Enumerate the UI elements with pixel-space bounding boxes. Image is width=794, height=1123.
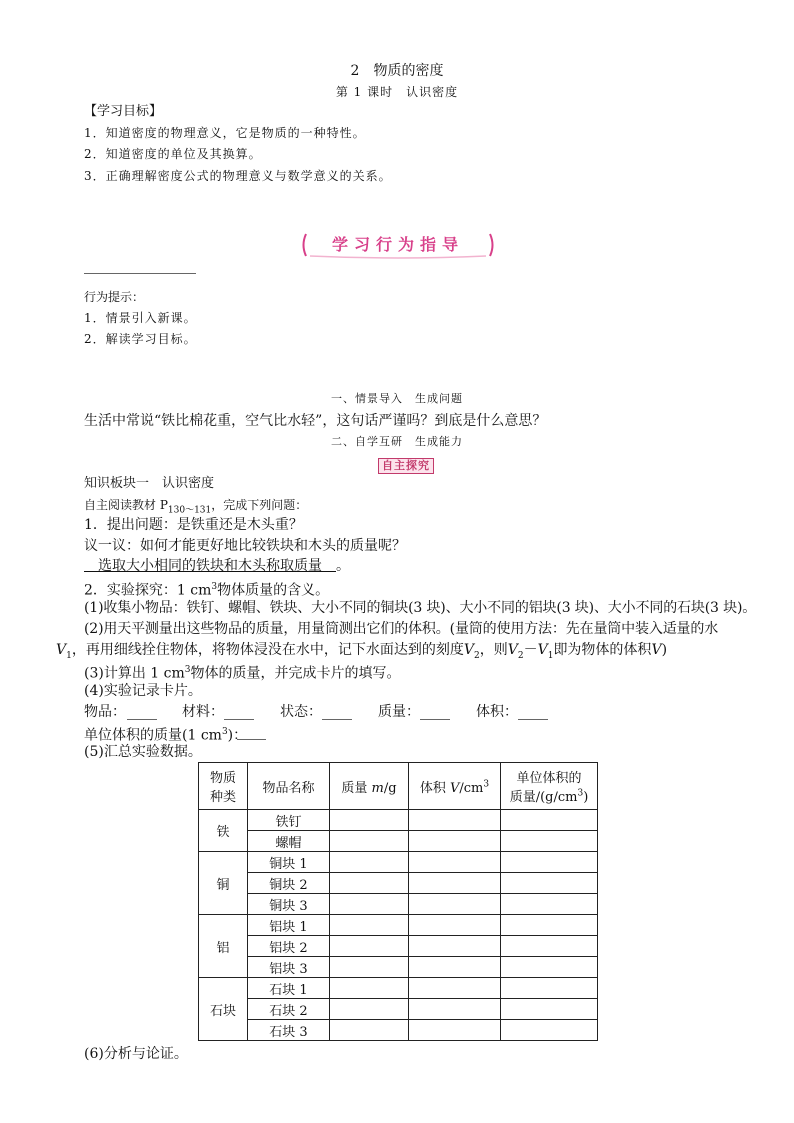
header-volume-text: 体积: [419, 780, 450, 796]
item-name-cell: 螺帽: [248, 831, 330, 852]
objective-item: 1．知道密度的物理意义，它是物质的一种特性。: [84, 126, 366, 140]
unit-mass-cell[interactable]: [501, 1020, 598, 1041]
step-3-text: (3)计算出 1 cm: [84, 665, 185, 682]
unit-mass-cell[interactable]: [501, 915, 598, 936]
subscript: 2: [517, 650, 524, 661]
mass-cell[interactable]: [330, 915, 409, 936]
objective-item: 3．正确理解密度公式的物理意义与数学意义的关系。: [84, 169, 392, 183]
kind-cell: 铁: [199, 810, 248, 852]
mass-cell[interactable]: [330, 852, 409, 873]
step-2-text: ，再用细线拴住物体，将物体浸没在水中，记下水面达到的刻度: [71, 642, 464, 658]
kind-cell: 铝: [199, 915, 248, 978]
subscript: 1: [547, 650, 554, 661]
unit-mass-cell[interactable]: [501, 957, 598, 978]
step-1: (1)收集小物品：铁钉、螺帽、铁块、大小不同的铜块(3 块)、大小不同的铝块(3 块)、大小不同的石块(3 块)。: [84, 600, 757, 616]
volume-cell[interactable]: [409, 936, 501, 957]
volume-cell[interactable]: [409, 978, 501, 999]
answer-text: 选取大小相同的铁块和木头称取质量: [84, 558, 336, 574]
volume-cell[interactable]: [409, 894, 501, 915]
volume-cell[interactable]: [409, 957, 501, 978]
symbol-v: V: [450, 780, 460, 796]
symbol-v: V: [537, 642, 548, 658]
header-name: 物品名称: [248, 763, 330, 810]
unit-mass-cell[interactable]: [501, 873, 598, 894]
card-item-label: 物品：: [84, 704, 126, 720]
volume-cell[interactable]: [409, 873, 501, 894]
card-volume-label: 体积：: [476, 704, 518, 720]
unit-mass-cell[interactable]: [501, 810, 598, 831]
header-unit-mass: [501, 763, 598, 810]
mass-cell[interactable]: [330, 873, 409, 894]
header-unit-mass-text: ): [583, 790, 589, 805]
subscript: 2: [473, 650, 480, 661]
q2-text: 物体质量的含义。: [217, 582, 330, 599]
instruction-pages: 130～131: [167, 505, 212, 516]
cube-superscript: 3: [221, 727, 228, 737]
unit-mass-text: 单位体积的质量(1 cm: [84, 727, 222, 744]
step-6: (6)分析与论证。: [84, 1046, 188, 1062]
item-name-cell: 铜块 1: [248, 852, 330, 873]
unit-mass-text: )：: [227, 727, 248, 744]
behavior-guide-banner: [300, 231, 496, 259]
mass-cell[interactable]: [330, 936, 409, 957]
hints-heading: 行为提示：: [84, 290, 145, 304]
step-2: (2)用天平测量出这些物品的质量，用量筒测出它们的体积。(量筒的使用方法：先在量筒中装入适量的水: [84, 621, 719, 637]
table-row: [199, 852, 598, 873]
item-name-cell: 铜块 2: [248, 873, 330, 894]
card-mass-blank[interactable]: [420, 719, 450, 720]
item-name-cell: 石块 1: [248, 978, 330, 999]
mass-cell[interactable]: [330, 831, 409, 852]
card-material-blank[interactable]: [224, 719, 254, 720]
header-volume: [409, 763, 501, 810]
table-row: [199, 873, 598, 894]
header-kind-line: 种类: [209, 790, 236, 805]
discussion-prompt: 议一议：如何才能更好地比较铁块和木头的质量呢？: [84, 538, 406, 554]
item-name-cell: 铝块 1: [248, 915, 330, 936]
table-header-row: [199, 763, 598, 810]
instruction-text: 自主阅读教材 P: [84, 498, 168, 512]
symbol-v: V: [651, 642, 662, 658]
discussion-answer: [84, 557, 350, 576]
table-row: [199, 1020, 598, 1041]
lesson-subtitle: 第 1 课时 认识密度: [335, 85, 459, 99]
item-name-cell: 铜块 3: [248, 894, 330, 915]
table-row: [199, 978, 598, 999]
section2-heading: 二、自学互研 生成能力: [331, 435, 463, 448]
table-row: [199, 831, 598, 852]
table-row: [199, 999, 598, 1020]
symbol-m: m: [371, 780, 384, 796]
q2-text: 2．实验探究：1 cm: [84, 582, 212, 599]
item-name-cell: 铝块 3: [248, 957, 330, 978]
unit-mass-cell[interactable]: [501, 978, 598, 999]
volume-cell[interactable]: [409, 852, 501, 873]
mass-cell[interactable]: [330, 810, 409, 831]
cube-superscript: 3: [577, 788, 584, 799]
subscript: 1: [66, 650, 72, 661]
card-state-blank[interactable]: [322, 719, 352, 720]
volume-cell[interactable]: [409, 1020, 501, 1041]
card-unit-mass-blank[interactable]: [237, 739, 266, 740]
symbol-v: V: [507, 642, 518, 658]
step-2-text: ，则: [479, 642, 508, 658]
volume-cell[interactable]: [409, 810, 501, 831]
mass-cell[interactable]: [330, 978, 409, 999]
step-5: (5)汇总实验数据。: [84, 744, 202, 760]
cube-superscript: 3: [483, 779, 490, 790]
volume-cell[interactable]: [409, 915, 501, 936]
module-title: 知识板块一 认识密度: [84, 476, 215, 491]
unit-mass-cell[interactable]: [501, 894, 598, 915]
card-volume-blank[interactable]: [518, 719, 548, 720]
header-kind-line: 物质: [209, 771, 236, 786]
divider: [84, 273, 196, 274]
header-unit-mass-text: 质量/(g/cm: [509, 790, 578, 805]
item-name-cell: 铁钉: [248, 810, 330, 831]
section1-question: 生活中常说“铁比棉花重，空气比水轻”，这句话严谨吗？到底是什么意思？: [84, 413, 547, 429]
kind-cell: 铜: [199, 852, 248, 915]
cube-superscript: 3: [184, 665, 191, 675]
cube-superscript: 3: [211, 582, 218, 592]
experiment-data-table: [198, 762, 598, 1041]
kind-cell: 石块: [199, 978, 248, 1041]
item-name-cell: 石块 2: [248, 999, 330, 1020]
step-2-text: ): [661, 642, 668, 658]
header-volume-unit: /cm: [459, 780, 484, 796]
hint-item: 2．解读学习目标。: [84, 332, 197, 346]
answer-end: 。: [336, 558, 350, 574]
symbol-v: V: [463, 642, 474, 658]
table-row: [199, 915, 598, 936]
unit-mass-cell[interactable]: [501, 936, 598, 957]
volume-cell[interactable]: [409, 831, 501, 852]
symbol-v: V: [56, 642, 67, 658]
header-mass: [330, 763, 409, 810]
objective-item: 2．知道密度的单位及其换算。: [84, 147, 262, 161]
card-state-label: 状态：: [280, 704, 322, 720]
item-name-cell: 石块 3: [248, 1020, 330, 1041]
step-2-text: 即为物体的体积: [553, 642, 652, 658]
card-item-blank[interactable]: [127, 719, 157, 720]
page-title: 2 物质的密度: [350, 63, 444, 79]
header-mass-unit: /g: [383, 780, 397, 796]
table-row: [199, 957, 598, 978]
table-row: [199, 936, 598, 957]
objectives-heading: 【学习目标】: [84, 104, 163, 119]
volume-cell[interactable]: [409, 999, 501, 1020]
question-2: [84, 578, 329, 601]
section1-heading: 一、情景导入 生成问题: [331, 392, 463, 405]
step-3-text: 物体的质量，并完成卡片的填写。: [190, 665, 401, 682]
header-unit-mass-line: [501, 786, 597, 805]
instruction-text: ，完成下列问题：: [211, 498, 308, 512]
header-mass-text: 质量: [341, 780, 372, 796]
minus-sign: －: [523, 642, 538, 658]
unit-mass-cell[interactable]: [501, 831, 598, 852]
step-3: [84, 661, 401, 684]
mass-cell[interactable]: [330, 894, 409, 915]
mass-cell[interactable]: [330, 999, 409, 1020]
mass-cell[interactable]: [330, 1020, 409, 1041]
table-row: [199, 810, 598, 831]
mass-cell[interactable]: [330, 957, 409, 978]
card-material-label: 材料：: [182, 704, 224, 720]
header-unit-mass-line: 单位体积的: [516, 771, 582, 786]
step-4: (4)实验记录卡片。: [84, 683, 202, 699]
unit-mass-cell[interactable]: [501, 999, 598, 1020]
hint-item: 1．情景引入新课。: [84, 311, 197, 325]
self-study-tag: 自主探究: [378, 458, 434, 474]
banner-label: 学习行为指导: [331, 235, 464, 254]
item-name-cell: 铝块 2: [248, 936, 330, 957]
card-mass-label: 质量：: [378, 704, 420, 720]
question-1: 1．提出问题：是铁重还是木头重？: [84, 517, 303, 533]
header-kind: [199, 763, 248, 810]
table-row: [199, 894, 598, 915]
unit-mass-cell[interactable]: [501, 852, 598, 873]
